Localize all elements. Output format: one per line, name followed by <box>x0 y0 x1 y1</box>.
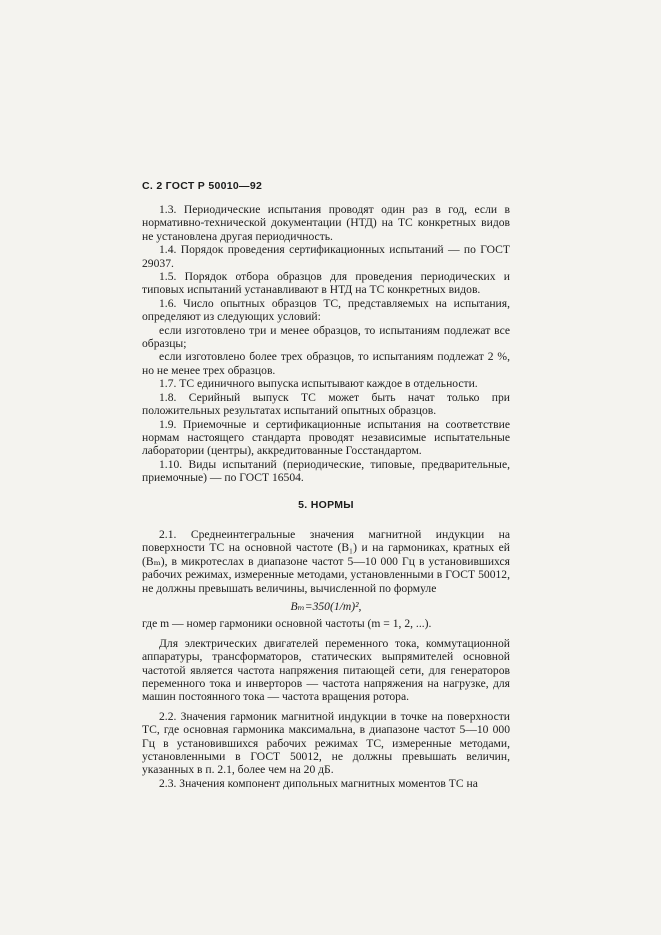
paragraph-1-7: 1.7. ТС единичного выпуска испытывают каждое в отдельности. <box>159 377 478 391</box>
paragraph-1-3: 1.3. Периодические испытания проводят один раз в год, если в нормативно-технической документации (НТД) на ТС конкретных видов не установлена другая периодичность. <box>142 203 510 243</box>
paragraph-1-9: 1.9. Приемочные и сертификационные испытания на соответствие нормам настоящего стандарта проводят независимые испытательные лаборатории (центры), аккредитованные Госстандартом. <box>142 417 510 458</box>
paragraph-2-3: 2.3. Значения компонент дипольных магнитных моментов ТС на <box>159 776 478 790</box>
document-body <box>142 203 510 790</box>
formula: Bₘ=350(1/m)², <box>290 599 362 613</box>
paragraph-1-10: 1.10. Виды испытаний (периодические, типовые, предварительные, приемочные) — по ГОСТ 16504. <box>142 457 510 485</box>
paragraph-motors: Для электрических двигателей переменного тока, коммутационной аппаратуры, трансформаторов, статических выпрямителей основной частотой является частота напряжения питающей сети, для генераторов переменного тока и инверторов — частота напряжения на нагрузке, для машин постоянного тока — частота вращения ротора. <box>142 636 510 704</box>
paragraph-1-6: 1.6. Число опытных образцов ТС, представляемых на испытания, определяют из следующих условий: <box>142 296 510 324</box>
paragraph-2-1: 2.1. Среднеинтегральные значения магнитной индукции на поверхности ТС на основной частоте (B₁) и на гармониках, кратных ей (Bₘ), в микротеслах в диапазоне частот 5—10 000 Гц в установившихся рабочих режимах, измеренные методами, установленными в ГОСТ 50012, не должны превышать величины, вычисленной по формуле <box>142 527 510 595</box>
paragraph-condition-1: если изготовлено три и менее образцов, то испытаниям подлежат все образцы; <box>142 323 510 351</box>
paragraph-condition-2: если изготовлено более трех образцов, то испытаниям подлежат 2 %, но не менее трех образцов. <box>142 350 510 377</box>
paragraph-1-8: 1.8. Серийный выпуск ТС может быть начат только при положительных результатах испытаний опытных образцов. <box>142 390 510 418</box>
page-header: С. 2 ГОСТ Р 50010—92 <box>142 180 263 192</box>
paragraph-1-4: 1.4. Порядок проведения сертификационных испытаний — по ГОСТ 29037. <box>142 243 510 270</box>
formula-note: где m — номер гармоники основной частоты (m = 1, 2, ...). <box>142 617 432 631</box>
section-title: 5. НОРМЫ <box>298 498 354 511</box>
paragraph-2-2: 2.2. Значения гармоник магнитной индукции в точке на поверхности ТС, где основная гармоника максимальна, в диапазоне частот 5—10 000 Гц в установившихся рабочих режимах ТС, измеренные методами, установленными в ГОСТ 50012, не должны превышать величин, указанных в п. 2.1, более чем на 20 дБ. <box>142 709 510 777</box>
paragraph-1-5: 1.5. Порядок отбора образцов для проведения периодических и типовых испытаний устанавливают в НТД на ТС конкретных видов. <box>142 270 510 297</box>
